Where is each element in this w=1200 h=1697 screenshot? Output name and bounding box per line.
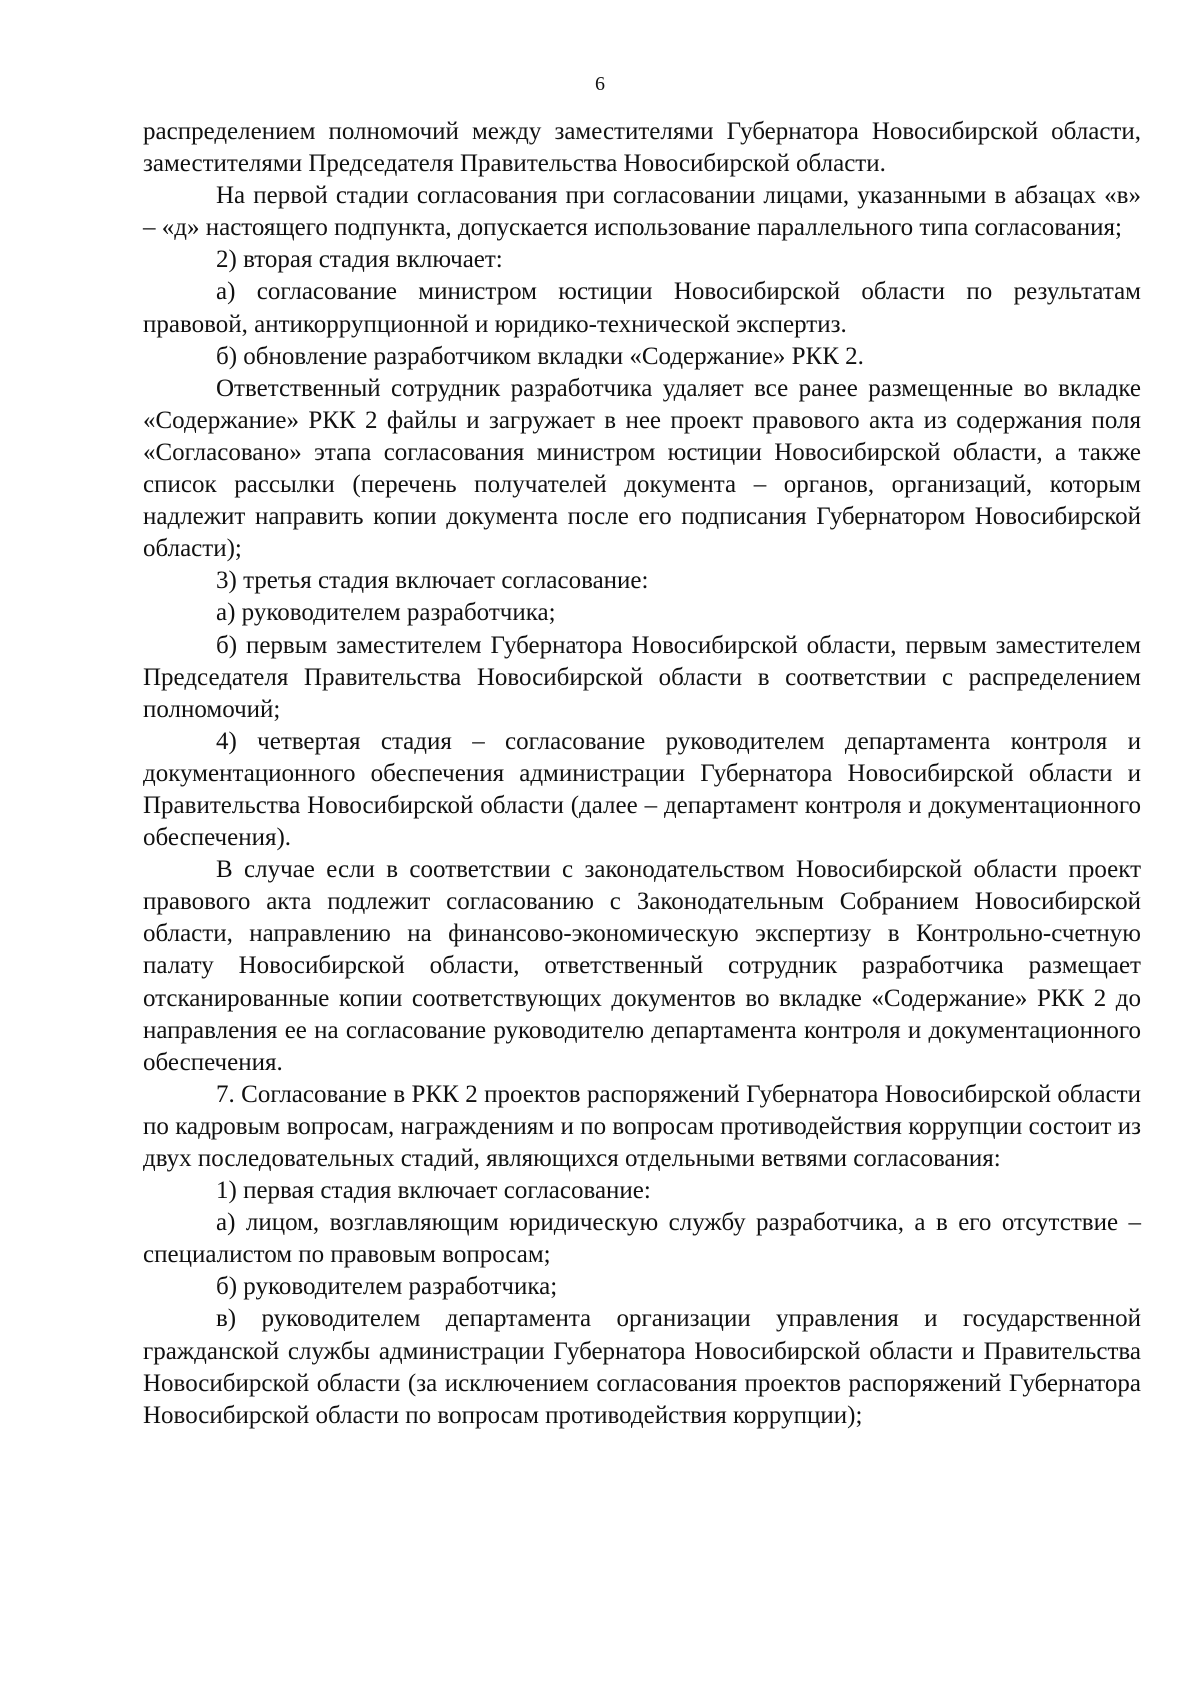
paragraph: Ответственный сотрудник разработчика удаляет все ранее размещенные во вкладке «Содержание» РКК 2 файлы и загружает в нее проект правового акта из содержания поля «Согласовано» этапа согласования министром юстиции Новосибирской области, а также список рассылки (перечень получателей документа – органов, организаций, которым надлежит направить копии документа после его подписания Губернатором Новосибирской области); [143,374,1141,563]
paragraph: а) лицом, возглавляющим юридическую службу разработчика, а в его отсутствие – специалистом по правовым вопросам; [143,1209,1141,1269]
paragraph: В случае если в соответствии с законодательством Новосибирской области проект правового акта подлежит согласованию с Законодательным Собранием Новосибирской области, направлению на финансово-экономическую экспертизу в Контрольно-счетную палату Новосибирской области, ответственный сотрудник разработчика размещает отсканированные копии соответствующих документов во вкладке «Содержание» РКК 2 до направления ее на согласование руководителю департамента контроля и документационного обеспечения. [143,856,1141,1076]
paragraph: в) руководителем департамента организации управления и государственной гражданской службы администрации Губернатора Новосибирской области и Правительства Новосибирской области (за исключением согласования проектов распоряжений Губернатора Новосибирской области по вопросам противодействия коррупции); [143,1305,1141,1429]
document-body [143,116,1141,1432]
paragraph: 7. Согласование в РКК 2 проектов распоряжений Губернатора Новосибирской области по кадровым вопросам, награждениям и по вопросам противодействия коррупции состоит из двух последовательных стадий, являющихся отдельными ветвями согласования: [143,1080,1141,1172]
paragraph: 3) третья стадия включает согласование: [216,567,649,595]
paragraph: б) первым заместителем Губернатора Новосибирской области, первым заместителем Председателя Правительства Новосибирской области в соответствии с распределением полномочий; [143,631,1141,723]
paragraph: 1) первая стадия включает согласование: [216,1177,651,1205]
page-number: 6 [595,73,605,95]
paragraph-continuation: распределением полномочий между заместителями Губернатора Новосибирской области, заместителями Председателя Правительства Новосибирской области. [143,118,1141,178]
paragraph: На первой стадии согласования при согласовании лицами, указанными в абзацах «в» – «д» настоящего подпункта, допускается использование параллельного типа согласования; [143,182,1141,242]
paragraph: б) руководителем разработчика; [216,1273,558,1301]
paragraph: а) руководителем разработчика; [216,599,556,627]
paragraph: а) согласование министром юстиции Новосибирской области по результатам правовой, антикоррупционной и юридико-технической экспертиз. [143,278,1141,338]
paragraph: б) обновление разработчиком вкладки «Содержание» РКК 2. [216,342,864,370]
paragraph: 4) четвертая стадия – согласование руководителем департамента контроля и документационного обеспечения администрации Губернатора Новосибирской области и Правительства Новосибирской области (далее – департамент контроля и документационного обеспечения). [143,727,1141,852]
paragraph: 2) вторая стадия включает: [216,246,503,274]
